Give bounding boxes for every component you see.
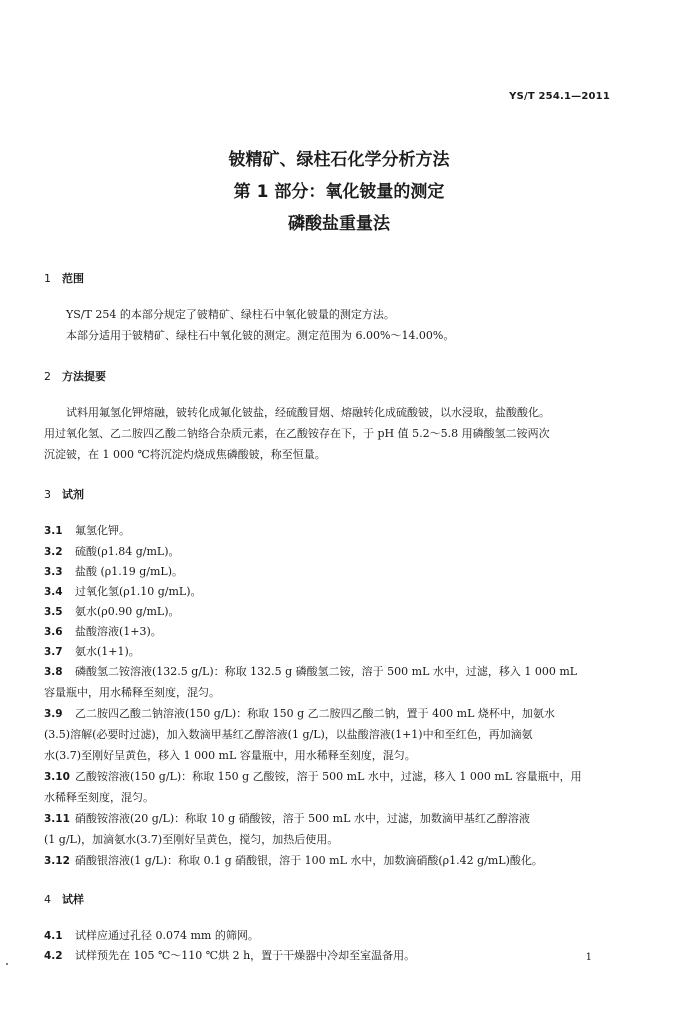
list-item [44,603,180,619]
list-item [44,643,140,659]
list-item [44,623,162,639]
item-text: 乙二胺四乙酸二钠溶液(150 g/L)：称取 150 g 乙二胺四乙酸二钠，置于 400 mL 烧杯中，加氨水 [75,707,555,720]
item-text: 氨水(1+1)。 [75,645,140,658]
item-text: 氨水(ρ0.90 g/mL)。 [75,605,180,618]
paragraph-line: 试料用氟氢化钾熔融，铍转化成氟化铍盐，经硫酸冒烟、熔融转化成硫酸铍，以水浸取，盐酸酸化。 [66,406,550,419]
item-number: 3.9 [44,708,63,720]
item-continuation: 水(3.7)至刚好呈黄色，移入 1 000 mL 容量瓶中，用水稀释至刻度，混匀。 [44,749,416,762]
list-item [44,543,180,559]
list-item [44,947,415,963]
list-item [44,522,130,538]
section-title: 试样 [62,893,84,906]
list-item [44,705,555,721]
item-number: 3.4 [44,586,63,598]
item-text: 试样预先在 105 ℃～110 ℃烘 2 h，置于干燥器中冷却至室温备用。 [75,949,416,962]
list-item [44,768,582,784]
list-item [44,810,530,826]
item-number: 3.11 [44,813,70,825]
item-number: 3.5 [44,606,63,618]
item-number: 4.2 [44,950,63,962]
list-item [44,563,183,579]
paragraph-line: 用过氧化氢、乙二胺四乙酸二钠络合杂质元素，在乙酸铵存在下，于 pH 值 5.2～5.8 用磷酸氢二铵两次 [44,427,550,440]
item-text: 盐酸溶液(1+3)。 [75,625,162,638]
section-number: 1 [44,272,51,285]
section-heading [44,891,84,907]
item-text: 氟氢化钾。 [75,524,130,537]
item-number: 3.2 [44,546,63,558]
item-continuation: (1 g/L)，加滴氨水(3.7)至刚好呈黄色，搅匀，加热后使用。 [44,833,339,846]
item-text: 磷酸氢二铵溶液(132.5 g/L)：称取 132.5 g 磷酸氢二铵，溶于 500 mL 水中，过滤，移入 1 000 mL [75,665,578,678]
item-number: 3.8 [44,666,63,678]
title-line-3: 磷酸盐重量法 [288,214,390,234]
item-text: 过氧化氢(ρ1.10 g/mL)。 [75,585,202,598]
item-continuation: (3.5)溶解(必要时过滤)，加入数滴甲基红乙醇溶液(1 g/L)，以盐酸溶液(1+1)中和至红色，再加滴氨 [44,728,533,741]
item-continuation: 容量瓶中，用水稀释至刻度，混匀。 [44,686,220,699]
item-text: 硝酸铵溶液(20 g/L)：称取 10 g 硝酸铵，溶于 500 mL 水中，过滤，加数滴甲基红乙醇溶液 [75,812,530,825]
section-title: 方法提要 [62,370,106,383]
section-heading [44,270,84,286]
section-number: 3 [44,488,51,501]
section-heading [44,486,84,502]
paragraph-line: YS/T 254 的本部分规定了铍精矿、绿柱石中氧化铍量的测定方法。 [66,308,395,321]
item-continuation: 水稀释至刻度，混匀。 [44,791,154,804]
item-text: 硫酸(ρ1.84 g/mL)。 [75,545,180,558]
list-item [44,663,577,679]
item-number: 3.7 [44,646,63,658]
item-number: 3.1 [44,525,63,537]
item-number: 3.3 [44,566,63,578]
page-number: 1 [585,952,592,963]
item-number: 3.10 [44,771,70,783]
item-number: 3.6 [44,626,63,638]
section-title: 范围 [62,272,84,285]
list-item [44,852,543,868]
paragraph-line: 沉淀铍，在 1 000 ℃将沉淀灼烧成焦磷酸铍，称至恒量。 [44,448,326,461]
section-number: 2 [44,370,51,383]
item-text: 硝酸银溶液(1 g/L)：称取 0.1 g 硝酸银，溶于 100 mL 水中，加数滴硝酸(ρ1.42 g/mL)酸化。 [75,854,543,867]
item-text: 乙酸铵溶液(150 g/L)：称取 150 g 乙酸铵，溶于 500 mL 水中，过滤，移入 1 000 mL 容量瓶中，用 [75,770,582,783]
title-line-2: 第 1 部分：氧化铍量的测定 [233,182,445,202]
standard-number: YS/T 254.1—2011 [509,91,610,102]
section-number: 4 [44,893,51,906]
list-item [44,583,202,599]
title-line-1: 铍精矿、绿柱石化学分析方法 [228,150,450,170]
paragraph-line: 本部分适用于铍精矿、绿柱石中氧化铍的测定。测定范围为 6.00%～14.00%。 [66,329,455,342]
item-text: 盐酸 (ρ1.19 g/mL)。 [75,565,184,578]
item-number: 3.12 [44,855,70,867]
scan-speck [6,963,8,965]
item-number: 4.1 [44,930,63,942]
section-heading [44,368,106,384]
section-title: 试剂 [62,488,84,501]
list-item [44,927,259,943]
item-text: 试样应通过孔径 0.074 mm 的筛网。 [75,929,259,942]
